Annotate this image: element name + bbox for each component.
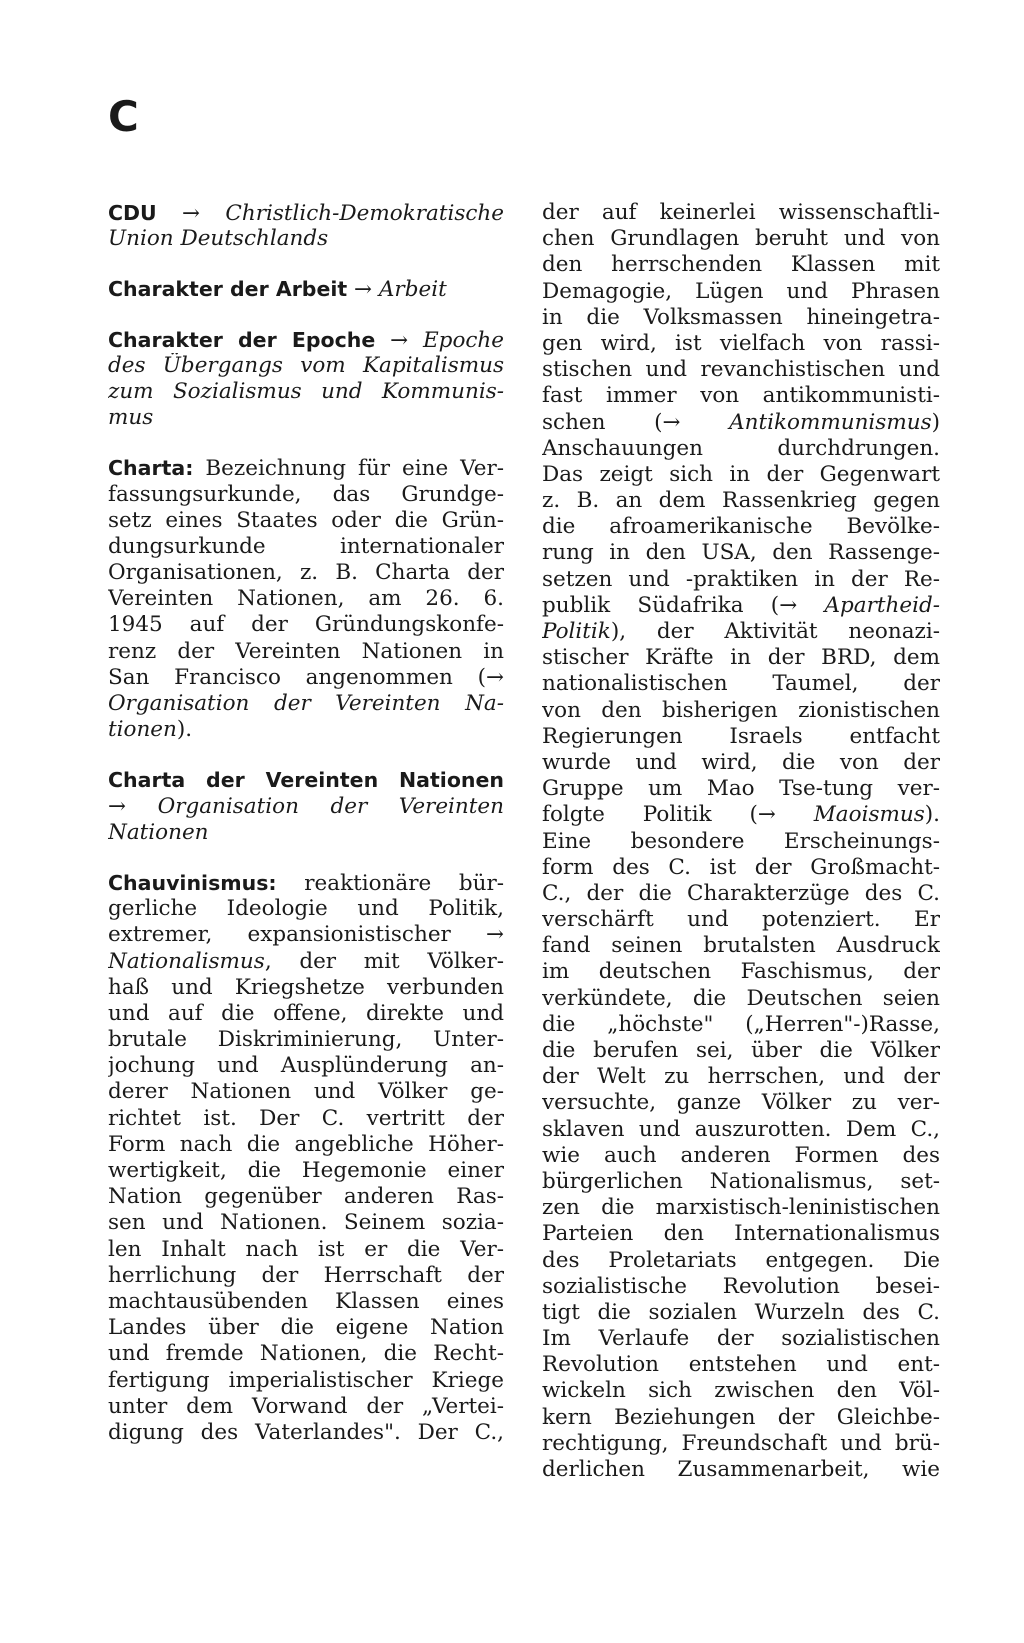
entry-text: z. B. an dem Rassenkrieg gegen (542, 488, 940, 514)
entry-text: der auf keinerlei wissenschaftli- (542, 200, 940, 225)
text-line (108, 639, 504, 665)
entry-text: richtet ist. Der C. vertritt der (108, 1105, 504, 1131)
text-line (542, 1457, 940, 1483)
entry-text: kern Beziehungen der Gleichbe- (542, 1404, 940, 1430)
text-line (542, 1117, 940, 1143)
text-line (542, 436, 940, 462)
entry-text: Parteien den Internationalismus (542, 1221, 940, 1247)
entry-text: ). (924, 802, 940, 828)
entry-text: von den bisherigen zionistischen (542, 697, 940, 723)
entry-text: → (347, 277, 379, 303)
entry-text: renz der Vereinten Nationen in (108, 638, 504, 664)
text-line (542, 959, 940, 985)
text-line (542, 567, 940, 593)
text-line (108, 405, 504, 431)
paragraph-gap (108, 846, 504, 870)
text-line (542, 933, 940, 959)
entry-text: sozialistische Revolution besei- (542, 1273, 940, 1299)
cross-reference: des Übergangs vom Kapitalismus (108, 352, 504, 378)
entry-text: Regierungen Israels entfacht (542, 723, 940, 749)
text-line (108, 870, 504, 896)
entry-text: verschärft und potenziert. Er (542, 907, 940, 933)
text-line (108, 1027, 504, 1053)
text-line (542, 645, 940, 671)
cross-reference: Epoche (422, 327, 504, 353)
text-line (542, 619, 940, 645)
cross-reference: Christlich-Demokratische (225, 201, 504, 226)
entry-text: ), der Aktivität neonazi- (610, 619, 940, 644)
text-line (542, 1274, 940, 1300)
entry-text: gen wird, ist vielfach von rassi- (542, 330, 940, 356)
entry-text: schen (→ (542, 409, 730, 435)
paragraph-gap (108, 743, 504, 767)
entry-text: Eine besondere Erscheinungs- (542, 828, 940, 854)
entry-text: brutale Diskriminierung, Unter- (108, 1027, 504, 1053)
entry-text: zen die marxistisch-leninistischen (542, 1195, 940, 1221)
text-line (542, 383, 940, 409)
text-line (108, 226, 504, 252)
text-line (108, 1210, 504, 1236)
entry-text: → (156, 201, 226, 226)
text-line (542, 200, 940, 226)
text-line (542, 802, 940, 828)
text-line (108, 455, 504, 481)
left-column (108, 200, 504, 1446)
entry-text: die „höchste" („Herren"-)Rasse, (542, 1011, 940, 1037)
text-line (108, 1001, 504, 1027)
text-line (542, 357, 940, 383)
text-line (108, 1368, 504, 1394)
text-line (542, 410, 940, 436)
entry-text: derlichen Zusammenarbeit, wie (542, 1457, 940, 1482)
cross-reference: Organisation der Vereinten Na- (108, 691, 504, 716)
section-letter: C (108, 92, 139, 141)
entry-text: digung des Vaterlandes". Der C., (108, 1419, 504, 1445)
entry-text: ). (176, 717, 193, 743)
entry-text: fand seinen brutalsten Ausdruck (542, 933, 940, 959)
entry-text: des Proletariats entgegen. Die (542, 1247, 940, 1273)
text-line (108, 276, 504, 302)
text-line (108, 949, 504, 975)
text-line (542, 1378, 940, 1404)
text-line (108, 1184, 504, 1210)
text-line (108, 1158, 504, 1184)
entry-text: bürgerlichen Nationalismus, set- (542, 1168, 940, 1194)
entry-text: → (375, 327, 423, 353)
text-line (542, 1431, 940, 1457)
text-line (542, 252, 940, 278)
text-line (542, 540, 940, 566)
text-line (108, 1106, 504, 1132)
entry-text: und auf die offene, direkte und (108, 1000, 504, 1026)
entry-text: die afroamerikanische Bevölke- (542, 514, 940, 540)
text-line (108, 1237, 504, 1263)
text-line (542, 1038, 940, 1064)
text-line (542, 776, 940, 802)
entry-text: setzen und -praktiken in der Re- (542, 566, 940, 592)
text-line (108, 1263, 504, 1289)
cross-reference: Maoismus (813, 802, 925, 828)
cross-reference: Union Deutschlands (108, 226, 329, 252)
entry-headword: CDU (108, 201, 157, 225)
text-line (108, 560, 504, 586)
entry-text: → (108, 793, 158, 819)
entry-text: form des C. ist der Großmacht- (542, 854, 940, 880)
text-line (542, 724, 940, 750)
text-line (542, 907, 940, 933)
text-line (108, 534, 504, 560)
text-line (108, 922, 504, 948)
cross-reference: mus (108, 405, 154, 431)
text-line (108, 508, 504, 534)
entry-text: setz eines Staates oder die Grün- (108, 507, 504, 533)
text-line (542, 855, 940, 881)
entry-text: rung in den USA, den Rassenge- (542, 540, 940, 566)
text-line (108, 1315, 504, 1341)
entry-text: Anschauungen durchdrungen. (542, 435, 940, 461)
entry-text: ) (931, 409, 940, 435)
entry-text: Form nach die angebliche Höher- (108, 1131, 504, 1157)
entry-text: die berufen sei, über die Völker (542, 1038, 940, 1063)
text-line (542, 1300, 940, 1326)
entry-text: len Inhalt nach ist er die Ver- (108, 1236, 504, 1262)
text-line (108, 1420, 504, 1446)
cross-reference: Antikommunismus (729, 409, 932, 435)
text-line (108, 1053, 504, 1079)
entry-text: Im Verlaufe der sozialistischen (542, 1326, 940, 1352)
text-line (542, 1064, 940, 1090)
text-line (108, 612, 504, 638)
text-line (108, 1289, 504, 1315)
cross-reference: Apartheid- (824, 592, 940, 618)
entry-text: den herrschenden Klassen mit (542, 252, 940, 278)
text-line (108, 327, 504, 353)
entry-text: sen und Nationen. Seinem sozia- (108, 1210, 504, 1236)
text-line (542, 462, 940, 488)
entry-text: Landes über die eigene Nation (108, 1315, 504, 1341)
entry-text: und fremde Nationen, die Recht- (108, 1341, 504, 1367)
paragraph-gap (108, 252, 504, 276)
cross-reference: tionen (108, 717, 177, 743)
entry-text: versuchte, ganze Völker zu ver- (542, 1090, 940, 1116)
entry-text: fertigung imperialistischer Kriege (108, 1367, 504, 1393)
text-line (542, 1169, 940, 1195)
entry-text: sklaven und auszurotten. Dem C., (542, 1116, 940, 1142)
entry-text: Revolution entstehen und ent- (542, 1352, 940, 1378)
entry-text: wertigkeit, die Hegemonie einer (108, 1158, 504, 1183)
text-line (108, 975, 504, 1001)
text-line (542, 514, 940, 540)
text-line (542, 331, 940, 357)
entry-text: jochung und Ausplünderung an- (108, 1053, 504, 1079)
text-line (108, 379, 504, 405)
entry-text: wurde und wird, die von der (542, 749, 940, 775)
entry-text: wickeln sich zwischen den Völ- (542, 1378, 940, 1404)
entry-text: Bezeichnung für eine Ver- (193, 456, 504, 482)
text-line (542, 226, 940, 252)
text-line (108, 586, 504, 612)
entry-text: Das zeigt sich in der Gegenwart (542, 461, 940, 487)
cross-reference: zum Sozialismus und Kommunis- (108, 378, 504, 404)
entry-text: im deutschen Faschismus, der (542, 959, 940, 985)
text-line (108, 1132, 504, 1158)
entry-text: unter dem Vorwand der „Vertei- (108, 1393, 504, 1419)
text-line (542, 750, 940, 776)
text-line (542, 1221, 940, 1247)
entry-text: extremer, expansionistischer → (108, 922, 504, 948)
text-line (542, 671, 940, 697)
entry-text: stischen und revanchistischen und (542, 357, 940, 383)
entry-text: C., der die Charakterzüge des C. (542, 880, 940, 906)
entry-text: in die Volksmassen hineingetra- (542, 304, 940, 330)
text-line (542, 829, 940, 855)
entry-text: publik Südafrika (→ (542, 592, 825, 618)
cross-reference: Organisation der Vereinten (157, 793, 504, 819)
entry-text: derer Nationen und Völker ge- (108, 1079, 504, 1105)
text-line (542, 488, 940, 514)
entry-text: Vereinten Nationen, am 26. 6. (108, 586, 504, 612)
entry-text: Gruppe um Mao Tse-tung ver- (542, 776, 940, 802)
text-line (108, 1394, 504, 1420)
entry-text: machtausübenden Klassen eines (108, 1288, 504, 1314)
entry-headword: Charakter der Epoche (108, 327, 376, 352)
text-line (108, 482, 504, 508)
text-line (542, 1248, 940, 1274)
text-line (108, 200, 504, 226)
entry-headword: Charakter der Arbeit (108, 277, 348, 302)
entry-text: tigt die sozialen Wurzeln des C. (542, 1299, 940, 1325)
entry-text: nationalistischen Taumel, der (542, 671, 940, 697)
text-line (108, 794, 504, 820)
text-line (542, 1195, 940, 1221)
text-line (108, 1079, 504, 1105)
text-line (108, 896, 504, 922)
text-line (542, 1143, 940, 1169)
entry-text: rechtigung, Freundschaft und brü- (542, 1430, 940, 1456)
cross-reference: Nationen (108, 819, 209, 845)
entry-text: reaktionäre bür- (276, 870, 504, 896)
entry-text: gerliche Ideologie und Politik, (108, 896, 504, 922)
entry-text: stischer Kräfte in der BRD, dem (542, 645, 940, 671)
entry-text: folgte Politik (→ (542, 802, 814, 828)
entry-text: der Welt zu herrschen, und der (542, 1064, 940, 1090)
text-line (542, 1090, 940, 1116)
text-line (108, 717, 504, 743)
cross-reference: Arbeit (378, 277, 447, 303)
text-line (542, 881, 940, 907)
text-line (542, 1352, 940, 1378)
right-column (542, 200, 940, 1483)
cross-reference: Nationalismus (108, 948, 265, 974)
entry-text: Nation gegenüber anderen Ras- (108, 1184, 504, 1210)
entry-text: herrlichung der Herrschaft der (108, 1262, 504, 1288)
entry-text: haß und Kriegshetze verbunden (108, 974, 504, 1000)
entry-text: Organisationen, z. B. Charta der (108, 560, 504, 586)
entry-text: wie auch anderen Formen des (542, 1142, 940, 1168)
text-line (542, 1012, 940, 1038)
entry-headword: Charta der Vereinten Nationen (108, 768, 504, 793)
text-line (542, 986, 940, 1012)
text-line (542, 305, 940, 331)
text-line (108, 767, 504, 793)
text-line (542, 1326, 940, 1352)
entry-text: fassungsurkunde, das Grundge- (108, 481, 504, 507)
cross-reference: Politik (542, 619, 611, 644)
entry-headword: Charta: (108, 456, 194, 481)
entry-text: fast immer von antikommunisti- (542, 383, 940, 409)
text-line (542, 593, 940, 619)
text-line (542, 279, 940, 305)
text-line (108, 1341, 504, 1367)
text-line (542, 698, 940, 724)
entry-text: chen Grundlagen beruht und von (542, 226, 940, 252)
text-line (108, 691, 504, 717)
text-line (108, 665, 504, 691)
entry-text: San Francisco angenommen (→ (108, 664, 504, 690)
entry-text: 1945 auf der Gründungskonfe- (108, 612, 504, 638)
entry-text: , der mit Völker- (264, 948, 504, 974)
text-line (108, 353, 504, 379)
text-line (542, 1405, 940, 1431)
entry-headword: Chauvinismus: (108, 870, 277, 895)
paragraph-gap (108, 303, 504, 327)
entry-text: dungsurkunde internationaler (108, 533, 504, 559)
entry-text: Demagogie, Lügen und Phrasen (542, 278, 940, 304)
text-line (108, 820, 504, 846)
entry-text: verkündete, die Deutschen seien (542, 985, 940, 1011)
paragraph-gap (108, 431, 504, 455)
